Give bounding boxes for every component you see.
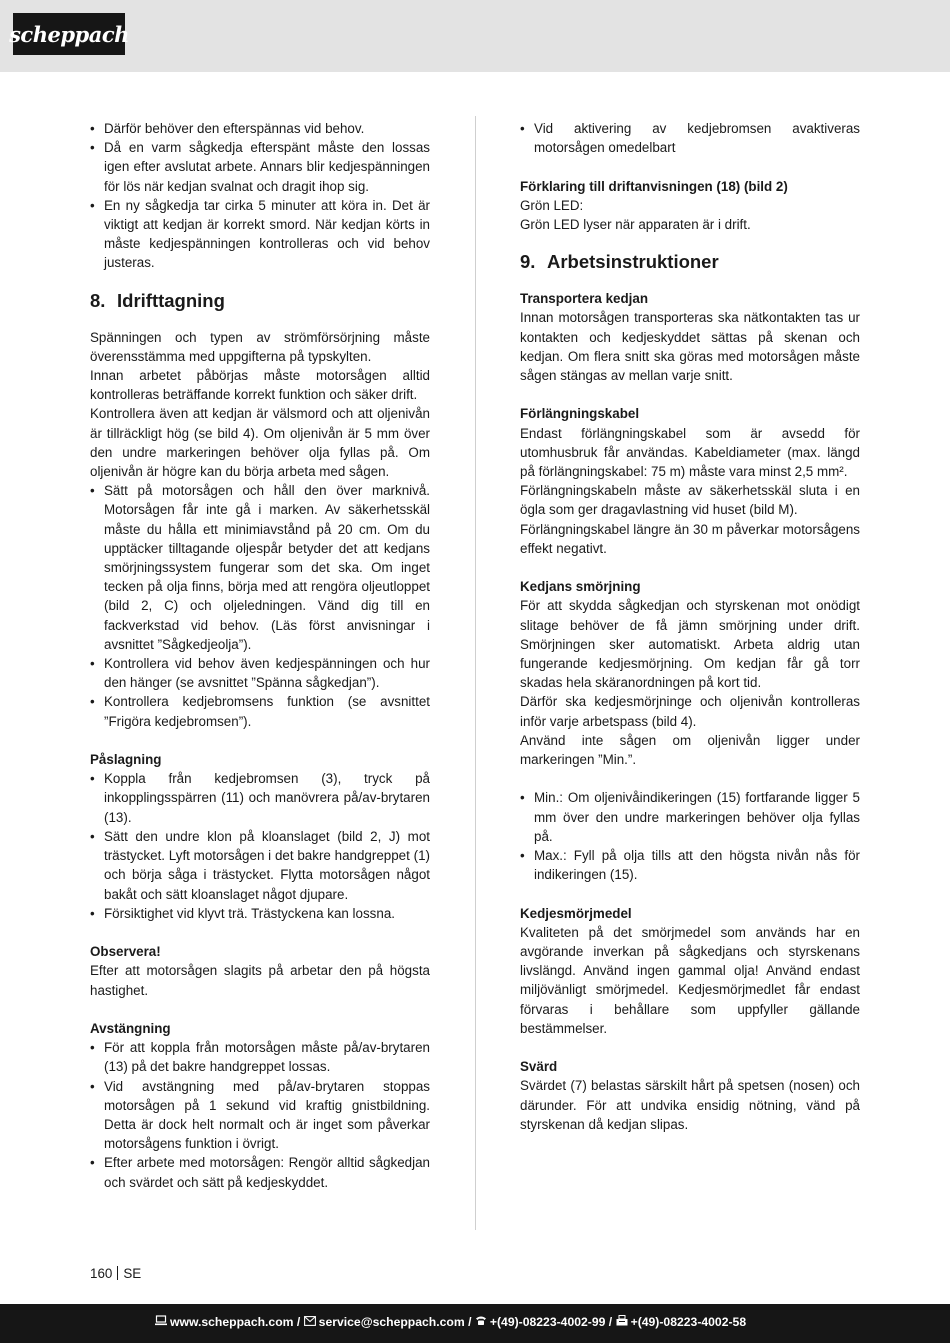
list-item: • Kontrollera kedjebromsens funktion (se avsnittet ”Frigöra kedjebromsen”). bbox=[90, 692, 430, 730]
page-number-value: 160 bbox=[90, 1266, 113, 1281]
section-8-paragraph: Spänningen och typen av strömförsörjning måste överensstämma med uppgifterna på typskylten. Innan arbetet påbörjas måste motorsågen alltid kontrolleras beträffande korrekt funktion och säker drift. Kontrollera även att kedjan är välsmord och att oljenivån är tillräckligt hög (se bild 4). Om oljenivån är 5 mm över den undre markeringen behöver olja fyllas på. Om oljenivån är högre kan du börja arbeta med sågen. bbox=[90, 329, 430, 480]
list-item: • En ny sågkedja tar cirka 5 minuter att köra in. Det är viktigt att kedjan är korrekt smord. När kedjan körts in måste kedjespänningen kontrolleras och vid behov justeras. bbox=[90, 196, 430, 273]
section-8-bullets bbox=[90, 481, 430, 731]
transportera-heading: Transportera kedjan bbox=[520, 291, 649, 307]
list-item: • Försiktighet vid klyvt trä. Trästyckena kan lossna. bbox=[90, 904, 430, 923]
observera-text: Efter att motorsågen slagits på arbetar den på högsta hastighet. bbox=[90, 963, 430, 998]
list-item: • Koppla från kedjebromsen (3), tryck på inkopplingsspärren (11) och manövrera på/av-brytaren (13). bbox=[90, 769, 430, 827]
smorjning-heading: Kedjans smörjning bbox=[520, 579, 641, 595]
footer-contact-line bbox=[155, 1315, 746, 1329]
list-item: • Därför behöver den efterspännas vid behov. bbox=[90, 119, 430, 138]
section-number: 9. bbox=[520, 251, 536, 273]
section-title: Idrifttagning bbox=[117, 289, 225, 311]
page-footer bbox=[0, 1304, 950, 1343]
forlangning-heading: Förlängningskabel bbox=[520, 406, 640, 422]
scheppach-logo bbox=[9, 13, 129, 55]
list-item: • Efter arbete med motorsågen: Rengör alltid sågkedjan och svärdet och sätt på kedjeskyddet. bbox=[90, 1153, 430, 1191]
footer-fax[interactable]: +(49)-08223-4002-58 bbox=[630, 1315, 747, 1329]
list-item: • Sätt på motorsågen och håll den över marknivå. Motorsågen får inte gå i marken. Av säkerhetsskäl måste du hålla ett minimiavstånd på 20 cm. Om du upptäcker tilltagande oljespår betyder det att kedjans smörjningssystem fungerar som det ska. Om inget tecken på olja finns, börja med att rengöra oljeutloppet (bild 2, C) och oljeledningen. Vänd dig till en fackverkstad vid behov. (Läs först anvisningar i avsnittet ”Sågkedjeolja”). bbox=[90, 481, 430, 654]
footer-email[interactable]: service@scheppach.com bbox=[318, 1315, 465, 1329]
page-language: SE bbox=[123, 1266, 142, 1281]
intro-bullet-list bbox=[90, 119, 430, 273]
page-number bbox=[90, 1265, 141, 1283]
section-title: Arbetsinstruktioner bbox=[547, 251, 719, 273]
avstangning-heading: Avstängning bbox=[90, 1020, 171, 1036]
right-intro-bullets bbox=[520, 119, 860, 157]
phone-icon bbox=[475, 1315, 487, 1329]
list-item: • Min.: Om oljenivåindikeringen (15) fortfarande ligger 5 mm över den undre markeringen behöver olja fyllas på. bbox=[520, 788, 860, 846]
left-column bbox=[90, 119, 430, 1192]
list-item: • Max.: Fyll på olja tills att den högsta nivån nås för indikeringen (15). bbox=[520, 846, 860, 884]
column-divider bbox=[475, 116, 476, 1230]
list-item: • Vid avstängning med på/av-brytaren stoppas motorsågen på 1 sekund vid kraftig gnistbildning. Detta är dock helt normalt och är inget som påverkar motorsågens funktion i övrigt. bbox=[90, 1077, 430, 1154]
smorjmedel-text: Kvaliteten på det smörjmedel som används har en avgörande inverkan på sågkedjans och styrskenans livslängd. Använd ingen gammal olja! Använd endast miljövänligt smörjmedel. Kedjesmörjmedlet får endast förvaras i behållare som uppfyller gällande bestämmelser. bbox=[520, 924, 860, 1036]
paslagning-heading: Påslagning bbox=[90, 752, 162, 768]
list-item: • Vid aktivering av kedjebromsen avaktiveras motorsågen omedelbart bbox=[520, 119, 860, 157]
page-header bbox=[0, 0, 950, 72]
smorjmedel-heading: Kedjesmörjmedel bbox=[520, 905, 632, 921]
footer-separator: / bbox=[296, 1315, 301, 1329]
list-item: • Då en varm sågkedja efterspänt måste den lossas igen efter avslutat arbete. Annars blir kedjespänningen för lös när kedjan svalnat och dragit ihop sig. bbox=[90, 138, 430, 196]
smorjning-text: För att skydda sågkedjan och styrskenan mot onödigt slitage behöver de få jämn smörjning under drift. Smörjningen sker automatiskt. Arbeta aldrig utan fungerande kedjesmörjning. Om kedjan får gå torr skadas hela skäranordningen på kort tid. Därför ska kedjesmörjninge och oljenivån kontrolleras inför varje arbetspass (bild 4). Använd inte sågen om oljenivån ligger under markeringen ”Min.”. bbox=[520, 598, 860, 768]
page-number-separator bbox=[117, 1266, 118, 1280]
forlangning-text: Endast förlängningskabel som är avsedd för utomhusbruk får användas. Kabeldiameter (max. längd på förlängningskabel: 75 m) måste vara minst 2,5 mm². Förlängningskabeln måste av säkerhetsskäl sluta i en ögla som ger dragavlastning vid huset (bild M). Förlängningskabel längre än 30 m påverkar motorsågens effekt negativt. bbox=[520, 425, 860, 556]
smorjning-bullets bbox=[520, 788, 860, 884]
svard-text: Svärdet (7) belastas särskilt hårt på spetsen (nosen) och därunder. För att undvika ensidig nötning, vänd på styrskenan då kedjan slipas. bbox=[520, 1078, 860, 1132]
email-icon bbox=[304, 1315, 316, 1329]
footer-phone[interactable]: +(49)-08223-4002-99 bbox=[489, 1315, 606, 1329]
transportera-text: Innan motorsågen transporteras ska nätkontakten tas ur kontakten och kedjeskyddet sättas på skenan och kedjan. Om flera snitt ska göras med motorsågen måste sågen stängas av mellan varje snitt. bbox=[520, 310, 860, 384]
forklaring-line-2: Grön LED lyser när apparaten är i drift. bbox=[520, 217, 751, 232]
section-9-heading bbox=[520, 250, 860, 274]
section-number: 8. bbox=[90, 289, 106, 311]
fax-icon bbox=[616, 1315, 628, 1329]
footer-website[interactable]: www.scheppach.com bbox=[170, 1315, 294, 1329]
section-8-heading bbox=[90, 289, 430, 313]
list-item: • Kontrollera vid behov även kedjespänningen och hur den hänger (se avsnittet ”Spänna sågkedjan”). bbox=[90, 654, 430, 692]
logo-text: scheppach bbox=[9, 21, 129, 47]
svard-heading: Svärd bbox=[520, 1059, 558, 1075]
avstangning-bullets bbox=[90, 1038, 430, 1192]
paslagning-bullets bbox=[90, 769, 430, 923]
forklaring-heading: Förklaring till driftanvisningen (18) (bild 2) bbox=[520, 178, 788, 194]
footer-separator: / bbox=[468, 1315, 472, 1329]
computer-icon bbox=[155, 1315, 167, 1329]
observera-heading: Observera! bbox=[90, 944, 161, 960]
list-item: • För att koppla från motorsågen måste på/av-brytaren (13) på det bakre handgreppet lossas. bbox=[90, 1038, 430, 1076]
list-item: • Sätt den undre klon på kloanslaget (bild 2, J) mot trästycket. Lyft motorsågen i det bakre handgreppet (1) och börja såga i trästycket. Flytta motorsågen något bakåt och sätt kloanslaget något djupare. bbox=[90, 827, 430, 904]
right-column bbox=[520, 119, 860, 1134]
footer-separator: / bbox=[608, 1315, 613, 1329]
forklaring-line-1: Grön LED: bbox=[520, 197, 584, 213]
